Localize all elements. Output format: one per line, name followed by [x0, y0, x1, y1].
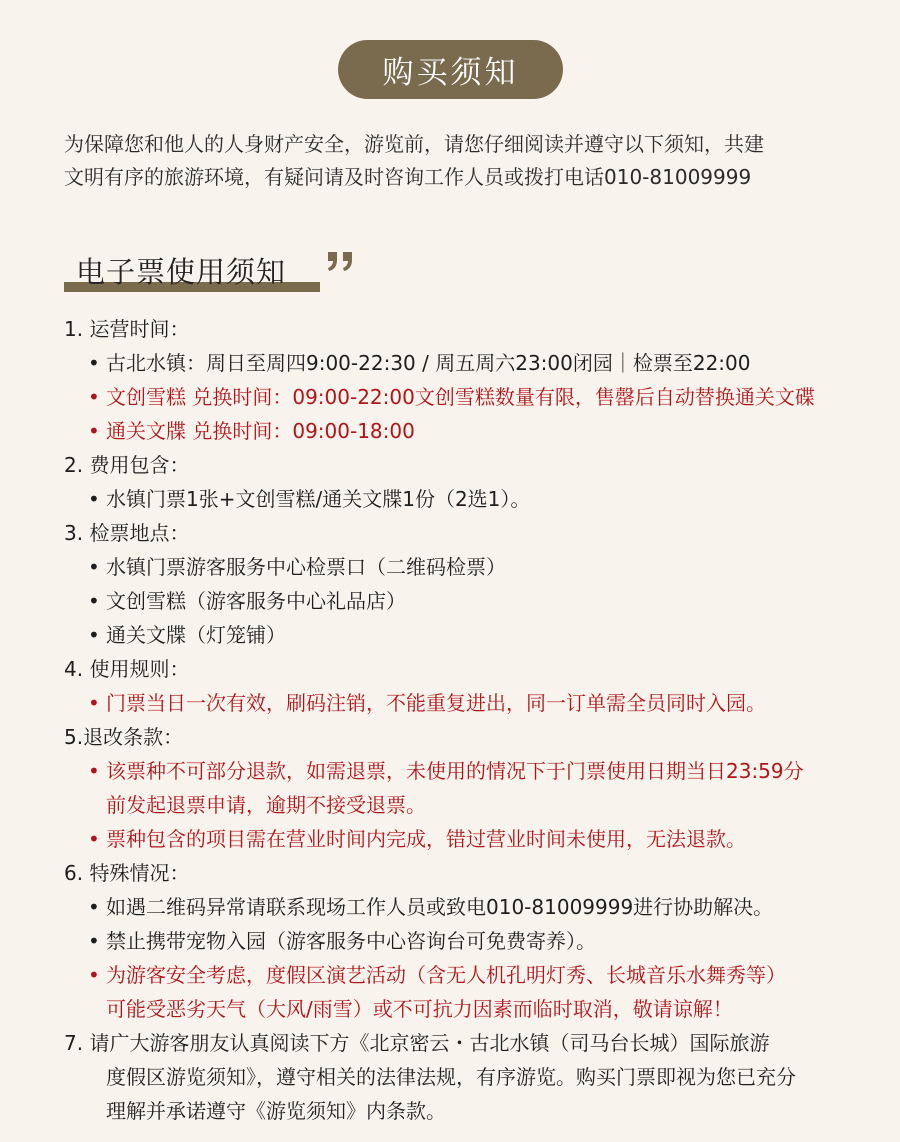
notice-text: 票种包含的项目需在营业时间内完成，错过营业时间未使用，无法退款。 — [106, 827, 746, 851]
notice-item-continued — [64, 1094, 864, 1128]
bullet-dot: • — [88, 487, 100, 511]
notice-item — [64, 686, 864, 720]
notice-text: 文创雪糕（游客服务中心礼品店） — [106, 589, 406, 613]
notice-item-continued — [64, 992, 864, 1026]
bullet-dot: • — [88, 419, 100, 443]
notice-item — [64, 380, 864, 414]
bullet-dot: • — [88, 895, 100, 919]
notice-text: 2. 费用包含： — [64, 453, 190, 477]
notice-heading — [64, 720, 864, 754]
notice-item — [64, 618, 864, 652]
bullet-dot: • — [88, 555, 100, 579]
notice-item — [64, 822, 864, 856]
notice-text: 3. 检票地点： — [64, 521, 190, 545]
notice-heading — [64, 652, 864, 686]
section-heading — [64, 246, 364, 296]
quote-icon — [326, 250, 356, 272]
bullet-dot: • — [88, 759, 100, 783]
notice-list — [64, 312, 864, 1128]
intro-line: 为保障您和他人的人身财产安全，游览前，请您仔细阅读并遵守以下须知，共建 — [64, 132, 764, 156]
notice-text: 度假区游览须知》，遵守相关的法律法规，有序游览。购买门票即视为您已充分 — [106, 1065, 796, 1089]
notice-item-continued — [64, 1060, 864, 1094]
notice-text: 5.退改条款： — [64, 725, 184, 749]
notice-text: 水镇门票1张+文创雪糕/通关文牒1份（2选1）。 — [106, 487, 531, 511]
bullet-dot: • — [88, 589, 100, 613]
intro-line: 文明有序的旅游环境，有疑问请及时咨询工作人员或拨打电话010-81009999 — [64, 165, 752, 189]
notice-text: 4. 使用规则： — [64, 657, 190, 681]
notice-text: 禁止携带宠物入园（游客服务中心咨询台可免费寄养）。 — [106, 929, 596, 953]
notice-item — [64, 754, 864, 788]
bullet-dot: • — [88, 385, 100, 409]
bullet-dot: • — [88, 963, 100, 987]
notice-text: 1. 运营时间： — [64, 317, 190, 341]
notice-item — [64, 414, 864, 448]
notice-text: 门票当日一次有效，刷码注销，不能重复进出，同一订单需全员同时入园。 — [106, 691, 766, 715]
notice-text: 如遇二维码异常请联系现场工作人员或致电010-81009999进行协助解决。 — [106, 895, 774, 919]
bullet-dot: • — [88, 827, 100, 851]
notice-item-continued — [64, 788, 864, 822]
notice-item — [64, 890, 864, 924]
notice-text: 通关文牒（灯笼铺） — [106, 623, 286, 647]
bullet-dot: • — [88, 623, 100, 647]
notice-text: 6. 特殊情况： — [64, 861, 190, 885]
notice-text: 古北水镇：周日至周四9:00-22:30 / 周五周六23:00闭园｜检票至22:00 — [106, 351, 751, 375]
notice-text: 理解并承诺遵守《游览须知》内条款。 — [106, 1099, 446, 1123]
notice-item — [64, 958, 864, 992]
notice-heading — [64, 1026, 864, 1060]
intro-paragraph — [64, 128, 854, 194]
notice-item — [64, 550, 864, 584]
notice-text: 该票种不可部分退款，如需退票，未使用的情况下于门票使用日期当日23:59分 — [106, 759, 804, 783]
notice-text: 可能受恶劣天气（大风/雨雪）或不可抗力因素而临时取消，敬请谅解！ — [106, 997, 733, 1021]
notice-item — [64, 346, 864, 380]
notice-heading — [64, 516, 864, 550]
notice-text: 水镇门票游客服务中心检票口（二维码检票） — [106, 555, 506, 579]
banner-title: 购买须知 — [382, 55, 519, 91]
notice-heading — [64, 856, 864, 890]
notice-item — [64, 482, 864, 516]
notice-text: 文创雪糕 兑换时间：09:00-22:00文创雪糕数量有限，售罄后自动替换通关文碟 — [106, 385, 815, 409]
notice-item — [64, 584, 864, 618]
notice-heading — [64, 448, 864, 482]
bullet-dot: • — [88, 691, 100, 715]
notice-text: 7. 请广大游客朋友认真阅读下方《北京密云・古北水镇（司马台长城）国际旅游 — [64, 1031, 770, 1055]
bullet-dot: • — [88, 351, 100, 375]
title-banner — [338, 40, 563, 99]
notice-text: 通关文牒 兑换时间：09:00-18:00 — [106, 419, 415, 443]
section-title: 电子票使用须知 — [76, 255, 287, 289]
notice-item — [64, 924, 864, 958]
notice-heading — [64, 312, 864, 346]
notice-text: 为游客安全考虑，度假区演艺活动（含无人机孔明灯秀、长城音乐水舞秀等） — [106, 963, 786, 987]
bullet-dot: • — [88, 929, 100, 953]
notice-text: 前发起退票申请，逾期不接受退票。 — [106, 793, 426, 817]
